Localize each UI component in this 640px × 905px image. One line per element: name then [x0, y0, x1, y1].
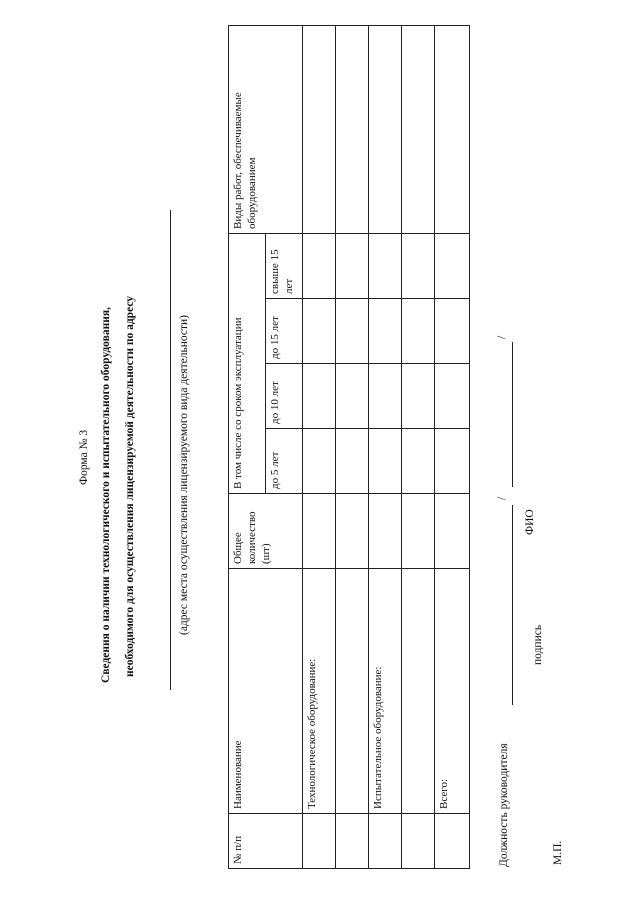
header-number: № п/п — [229, 814, 303, 869]
header-works: Виды работ, обеспечиваемые оборудованием — [229, 25, 303, 233]
form-title: Форма № 3 — [78, 429, 90, 485]
name-line — [512, 342, 513, 487]
name-caption: ФИО — [524, 509, 536, 535]
row-label-tech: Технологическое оборудование: — [303, 569, 336, 814]
table-header-row — [229, 25, 266, 868]
slash-1: / — [496, 496, 508, 500]
stamp-label: М.П. — [552, 840, 564, 865]
table-row — [369, 25, 402, 868]
table-row — [435, 25, 470, 868]
signature-line — [512, 505, 513, 705]
table-row — [402, 25, 435, 868]
slash-2: / — [496, 335, 508, 339]
table-row — [303, 25, 336, 868]
header-total: Общее количество (шт) — [229, 494, 303, 569]
header-name: Наименование — [229, 569, 303, 814]
heading-line-2: необходимого для осуществления лицензируемой деятельности по адресу — [124, 295, 136, 677]
header-age-10: до 10 лет — [266, 364, 303, 429]
header-age-5: до 5 лет — [266, 429, 303, 494]
header-age-15: до 15 лет — [266, 299, 303, 364]
position-label: Должность руководителя — [498, 743, 510, 867]
address-caption: (адрес места осуществления лицензируемого вида деятельности) — [178, 315, 190, 635]
header-age-over-15: свыше 15 лет — [266, 233, 303, 298]
signature-caption: подпись — [532, 624, 544, 665]
row-label-total: Всего: — [435, 569, 470, 814]
row-label-test: Испытательное оборудование: — [369, 569, 402, 814]
heading-line-1: Сведения о наличии технологического и испытательного оборудования, — [100, 307, 112, 683]
table-row — [336, 25, 369, 868]
header-age-group: В том числе со сроком эксплуатации — [229, 233, 266, 493]
equipment-table — [228, 25, 470, 869]
address-line — [170, 210, 171, 690]
